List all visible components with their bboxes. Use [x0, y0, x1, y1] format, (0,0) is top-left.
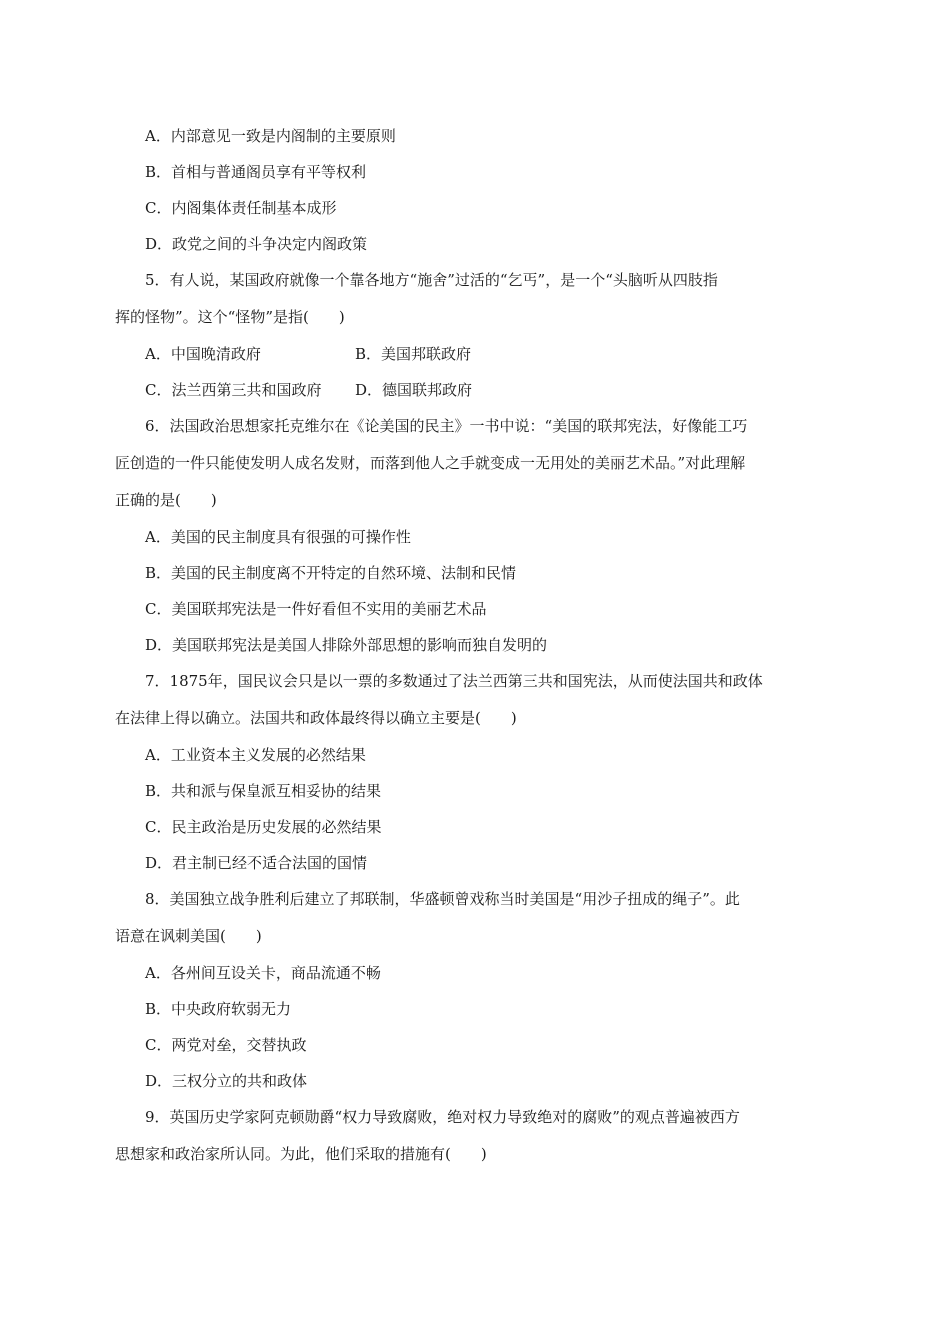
q5-stem-line2: 挥的怪物”。这个“怪物”是指( ) — [115, 308, 345, 326]
q8-stem-line2: 语意在讽刺美国( ) — [115, 927, 262, 945]
q5-option-d: D．德国联邦政府 — [355, 381, 473, 399]
q4-option-b: B．首相与普通阁员享有平等权利 — [145, 163, 367, 181]
q7-stem-line2: 在法律上得以确立。法国共和政体最终得以确立主要是( ) — [115, 709, 517, 727]
q6-option-b: B．美国的民主制度离不开特定的自然环境、法制和民情 — [145, 564, 517, 582]
q5-stem-line1: 5．有人说，某国政府就像一个靠各地方“施舍”过活的“乞丐”，是一个“头脑听从四肢指 — [145, 271, 718, 289]
q8-stem-line1: 8．美国独立战争胜利后建立了邦联制，华盛顿曾戏称当时美国是“用沙子扭成的绳子”。此 — [145, 890, 740, 908]
q6-stem-line1: 6．法国政治思想家托克维尔在《论美国的民主》一书中说：“美国的联邦宪法，好像能工巧 — [145, 417, 748, 435]
q7-option-d: D．君主制已经不适合法国的国情 — [145, 854, 368, 872]
q6-stem-line3: 正确的是( ) — [115, 491, 217, 509]
q7-option-c: C．民主政治是历史发展的必然结果 — [145, 818, 382, 836]
q6-option-d: D．美国联邦宪法是美国人排除外部思想的影响而独自发明的 — [145, 636, 548, 654]
q9-stem-line2: 思想家和政治家所认同。为此，他们采取的措施有( ) — [115, 1145, 487, 1163]
q7-option-a: A．工业资本主义发展的必然结果 — [145, 746, 366, 764]
q5-options-row2 — [115, 372, 840, 408]
q6-stem-line2: 匠创造的一件只能使发明人成名发财，而落到他人之手就变成一无用处的美丽艺术品。”对此理解 — [115, 454, 746, 472]
q7-option-b: B．共和派与保皇派互相妥协的结果 — [145, 782, 382, 800]
q6-option-a: A．美国的民主制度具有很强的可操作性 — [145, 528, 411, 546]
q4-option-c: C．内阁集体责任制基本成形 — [145, 199, 337, 217]
q5-option-c: C．法兰西第三共和国政府 — [145, 381, 322, 399]
document-content — [115, 118, 840, 1173]
q8-option-a: A．各州间互设关卡，商品流通不畅 — [145, 964, 381, 982]
q5-option-a: A．中国晚清政府 — [145, 345, 261, 363]
q6-option-c: C．美国联邦宪法是一件好看但不实用的美丽艺术品 — [145, 600, 487, 618]
q8-option-d: D．三权分立的共和政体 — [145, 1072, 308, 1090]
q5-options-row1 — [115, 336, 840, 372]
q4-option-d: D．政党之间的斗争决定内阁政策 — [145, 235, 368, 253]
q9-stem-line1: 9．英国历史学家阿克顿勋爵“权力导致腐败，绝对权力导致绝对的腐败”的观点普遍被西方 — [145, 1108, 740, 1126]
q8-option-c: C．两党对垒，交替执政 — [145, 1036, 307, 1054]
q7-stem-line1: 7．1875年，国民议会只是以一票的多数通过了法兰西第三共和国宪法，从而使法国共和政体 — [145, 672, 763, 690]
q4-option-a: A．内部意见一致是内阁制的主要原则 — [145, 127, 396, 145]
q5-option-b: B．美国邦联政府 — [355, 345, 472, 363]
q8-option-b: B．中央政府软弱无力 — [145, 1000, 292, 1018]
